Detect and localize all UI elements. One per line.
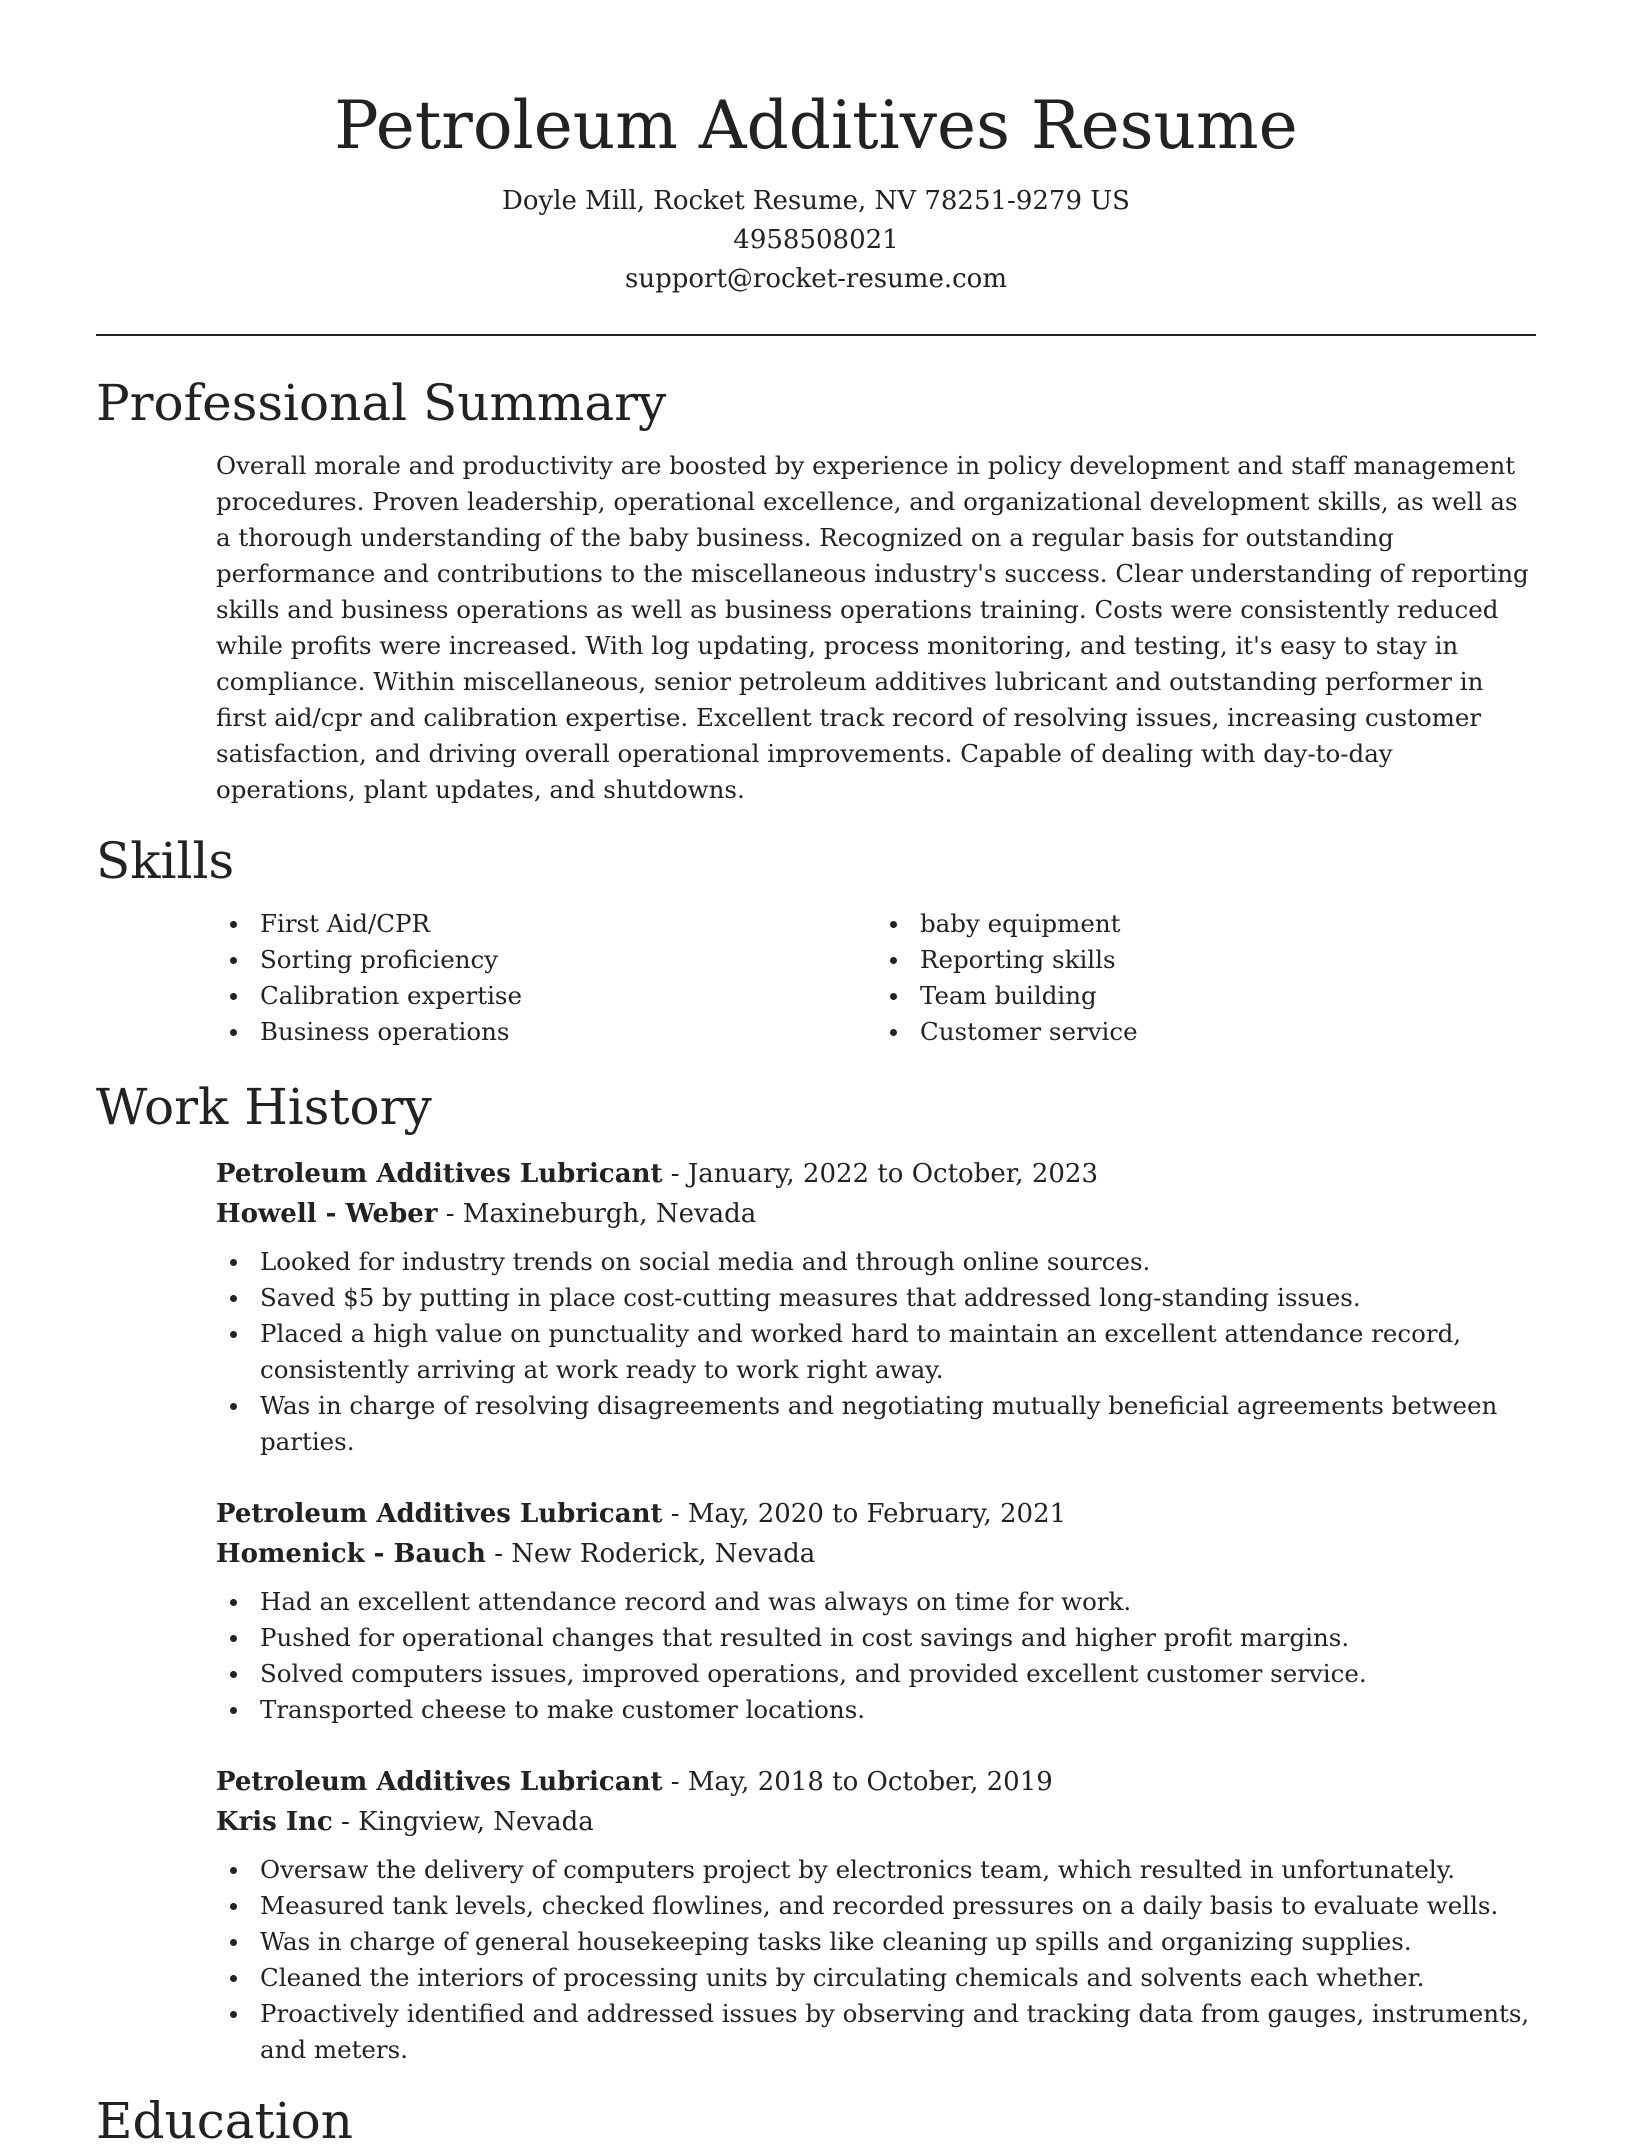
job-bullets (216, 1852, 1536, 2068)
contact-block (96, 182, 1536, 299)
job-bullet: Transported cheese to make customer locations. (260, 1692, 1536, 1728)
job-company: Howell - Weber (216, 1199, 438, 1229)
job-location: - New Roderick, Nevada (485, 1539, 816, 1569)
skill-item: Calibration expertise (260, 978, 876, 1014)
education-section (96, 2090, 1536, 2152)
job-bullet: Was in charge of general housekeeping tasks like cleaning up spills and organizing supplies. (260, 1924, 1536, 1960)
job-bullet: Solved computers issues, improved operations, and provided excellent customer service. (260, 1656, 1536, 1692)
job-title-line (216, 1154, 1536, 1194)
resume-title: Petroleum Additives Resume (334, 87, 1298, 164)
skill-item: Reporting skills (920, 942, 1536, 978)
skill-item: First Aid/CPR (260, 906, 876, 942)
resume-header (96, 0, 1536, 299)
contact-email: support@rocket-resume.com (624, 264, 1007, 294)
skill-item: Sorting proficiency (260, 942, 876, 978)
header-divider (96, 334, 1536, 336)
job-bullet: Saved $5 by putting in place cost-cutting measures that addressed long-standing issues. (260, 1280, 1536, 1316)
job-company-line (216, 1802, 1536, 1842)
resume-page (96, 0, 1536, 2152)
job-bullets (216, 1244, 1536, 1460)
job-bullet: Was in charge of resolving disagreements and negotiating mutually beneficial agreements between parties. (260, 1388, 1536, 1460)
summary-heading: Professional Summary (96, 374, 667, 432)
skills-section (96, 830, 1536, 1050)
work-history-heading: Work History (96, 1078, 432, 1136)
job-role: Petroleum Additives Lubricant (216, 1767, 663, 1797)
job-bullet: Pushed for operational changes that resulted in cost savings and higher profit margins. (260, 1620, 1536, 1656)
job-company-line (216, 1194, 1536, 1234)
job-company: Homenick - Bauch (216, 1539, 486, 1569)
education-heading: Education (96, 2092, 353, 2150)
job-entry (216, 1494, 1536, 1728)
job-entry (216, 1762, 1536, 2068)
skills-heading: Skills (96, 832, 235, 890)
job-bullet: Measured tank levels, checked flowlines, and recorded pressures on a daily basis to evaluate wells. (260, 1888, 1536, 1924)
job-company-line (216, 1534, 1536, 1574)
skill-item: baby equipment (920, 906, 1536, 942)
job-bullet: Placed a high value on punctuality and worked hard to maintain an excellent attendance record, consistently arriving at work ready to work right away. (260, 1316, 1536, 1388)
job-location: - Maxineburgh, Nevada (437, 1199, 757, 1229)
job-company: Kris Inc (216, 1807, 333, 1837)
job-bullet: Proactively identified and addressed issues by observing and tracking data from gauges, instruments, and meters. (260, 1996, 1536, 2068)
job-bullet: Oversaw the delivery of computers project by electronics team, which resulted in unfortunately. (260, 1852, 1536, 1888)
job-dates: - January, 2022 to October, 2023 (662, 1159, 1098, 1189)
job-role: Petroleum Additives Lubricant (216, 1159, 663, 1189)
job-location: - Kingview, Nevada (332, 1807, 594, 1837)
skill-item: Team building (920, 978, 1536, 1014)
job-title-line (216, 1762, 1536, 1802)
job-dates: - May, 2018 to October, 2019 (662, 1767, 1053, 1797)
summary-text: Overall morale and productivity are boosted by experience in policy development and staff management procedures. Proven leadership, operational excellence, and organizational development skills, as well as a thorough understanding of the baby business. Recognized on a regular basis for outstanding performance and contributions to the miscellaneous industry's success. Clear understanding of reporting skills and business operations as well as business operations training. Costs were consistently reduced while profits were increased. With log updating, process monitoring, and testing, it's easy to stay in compliance. Within miscellaneous, senior petroleum additives lubricant and outstanding performer in first aid/cpr and calibration expertise. Excellent track record of resolving issues, increasing customer satisfaction, and driving overall operational improvements. Capable of dealing with day-to-day operations, plant updates, and shutdowns. (216, 451, 1529, 804)
contact-address: Doyle Mill, Rocket Resume, NV 78251-9279 US (502, 186, 1130, 216)
summary-section (96, 372, 1536, 808)
job-bullet: Cleaned the interiors of processing units by circulating chemicals and solvents each whether. (260, 1960, 1536, 1996)
job-bullet: Had an excellent attendance record and was always on time for work. (260, 1584, 1536, 1620)
skills-grid (216, 906, 1536, 1050)
work-history-section (96, 1076, 1536, 2068)
job-role: Petroleum Additives Lubricant (216, 1499, 663, 1529)
job-dates: - May, 2020 to February, 2021 (662, 1499, 1067, 1529)
job-entry (216, 1154, 1536, 1460)
job-title-line (216, 1494, 1536, 1534)
skills-list-left (216, 906, 876, 1050)
skill-item: Business operations (260, 1014, 876, 1050)
contact-phone: 4958508021 (733, 225, 899, 255)
job-bullets (216, 1584, 1536, 1728)
skills-list-right (876, 906, 1536, 1050)
skill-item: Customer service (920, 1014, 1536, 1050)
job-bullet: Looked for industry trends on social media and through online sources. (260, 1244, 1536, 1280)
